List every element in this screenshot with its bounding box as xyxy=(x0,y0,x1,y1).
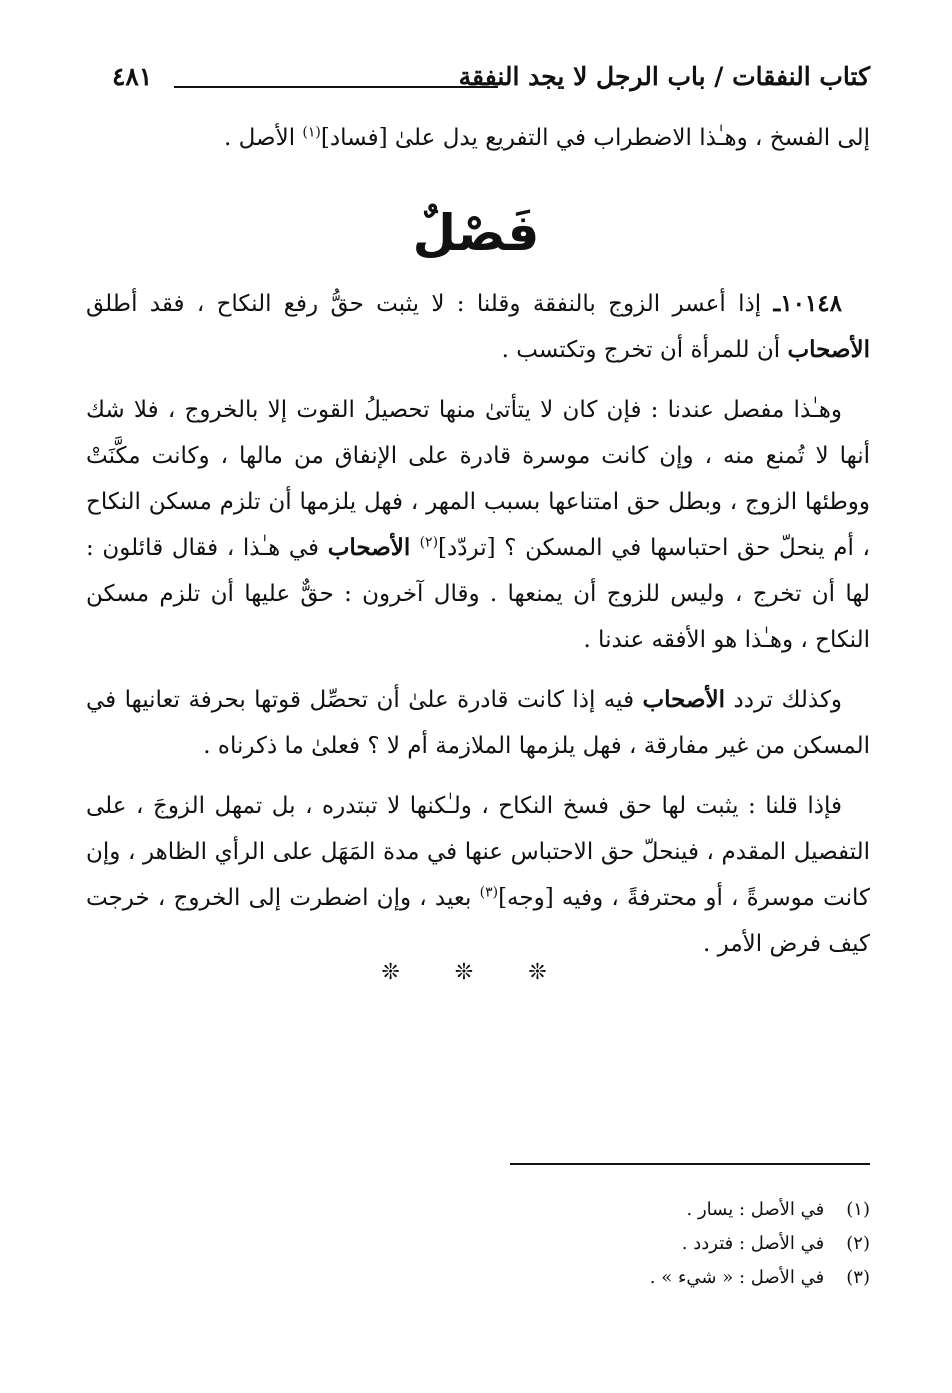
paragraph-4-text-end: بعيد ، وإن اضطرت إلى الخروج ، خرجت كيف فرض الأمر . xyxy=(86,885,870,957)
footnote-ref-3: (٣) xyxy=(479,884,499,901)
footnote-ref-1: (١) xyxy=(302,124,321,141)
continuation-text: إلى الفسخ ، وهـٰذا الاضطراب في التفريع يدل علىٰ [فساد] xyxy=(320,125,870,151)
header-title: كتاب النفقات / باب الرجل لا يجد النفقة xyxy=(458,62,870,91)
continuation-paragraph xyxy=(86,115,870,161)
bold-term: الأصحاب xyxy=(327,534,420,561)
footnote-item xyxy=(500,1227,870,1261)
paragraph-3 xyxy=(86,677,870,769)
section-heading xyxy=(376,198,576,268)
continuation-text-end: الأصل . xyxy=(224,125,303,151)
paragraph-3-text-end: فيه إذا كانت قادرة علىٰ أن تحصِّل قوتها بحرفة تعانيها في المسكن من غير مفارقة ، فهل يلزمها الملازمة أم لا ؟ فعلىٰ ما ذكرناه . xyxy=(86,687,870,759)
footnote-number: (١) xyxy=(846,1199,870,1220)
running-header xyxy=(112,62,870,96)
paragraph-4 xyxy=(86,783,870,967)
bold-term: الأصحاب xyxy=(642,686,726,713)
section-heading-word: فَصْلٌ xyxy=(412,204,540,262)
continued-text xyxy=(86,115,870,161)
footnote-item xyxy=(500,1193,870,1227)
footnote-text: في الأصل : فتردد . xyxy=(681,1233,825,1254)
issue-number: ١٠١٤٨ـ xyxy=(773,290,842,317)
footnote-text: في الأصل : يسار . xyxy=(686,1199,825,1220)
section-body xyxy=(86,281,870,967)
bold-term: الأصحاب xyxy=(787,336,870,363)
footnotes xyxy=(500,1193,870,1295)
paragraph-2 xyxy=(86,387,870,663)
paragraph-2-text-end: في هـٰذا ، فقال قائلون : لها أن تخرج ، وليس للزوج أن يمنعها . وقال آخرون : حقٌّ عليها أن تلزم مسكن النكاح ، وهـٰذا هو الأفقه عندنا . xyxy=(86,535,870,653)
section-separator: ❊ ❊ ❊ xyxy=(381,960,571,985)
footnote-number: (٢) xyxy=(846,1233,870,1254)
paragraph-3-text: وكذلك تردد xyxy=(725,687,842,713)
page-number: ٤٨١ xyxy=(112,62,153,91)
paragraph-1-text-end: أن للمرأة أن تخرج وتكتسب . xyxy=(501,337,788,363)
footnote-rule xyxy=(510,1163,870,1165)
header-rule xyxy=(174,86,498,88)
footnote-text: في الأصل : « شيء » . xyxy=(649,1267,825,1288)
paragraph-1-text: إذا أعسر الزوج بالنفقة وقلنا : لا يثبت حقُّ رفع النكاح ، فقد أطلق xyxy=(86,291,774,317)
footnote-item xyxy=(500,1261,870,1295)
footnote-number: (٣) xyxy=(846,1267,870,1288)
paragraph-2-text: وهـٰذا مفصل عندنا : فإن كان لا يتأتىٰ منها تحصيلُ القوت إلا بالخروج ، فلا شك أنها لا تُمنع منه ، وإن كانت موسرة قادرة على الإنفاق من مالها ، وكانت مكَّنَتْ ووطئها الزوج ، وبطل حق امتناعها بسبب المهر ، فهل يلزمها أن تلزم مسكن النكاح ، أم ينحلّ حق احتباسها في المسكن ؟ [تردّد] xyxy=(86,397,870,561)
paragraph-4-text: فإذا قلنا : يثبت لها حق فسخ النكاح ، ولـٰكنها لا تبتدره ، بل تمهل الزوجَ ، على التفصيل المقدم ، فينحلّ حق الاحتباس عنها في مدة المَهَل على الرأي الظاهر ، وإن كانت موسرةً ، أو محترفةً ، وفيه [وجه] xyxy=(86,793,871,911)
paragraph-1 xyxy=(86,281,870,373)
footnote-ref-2: (٢) xyxy=(419,534,439,551)
